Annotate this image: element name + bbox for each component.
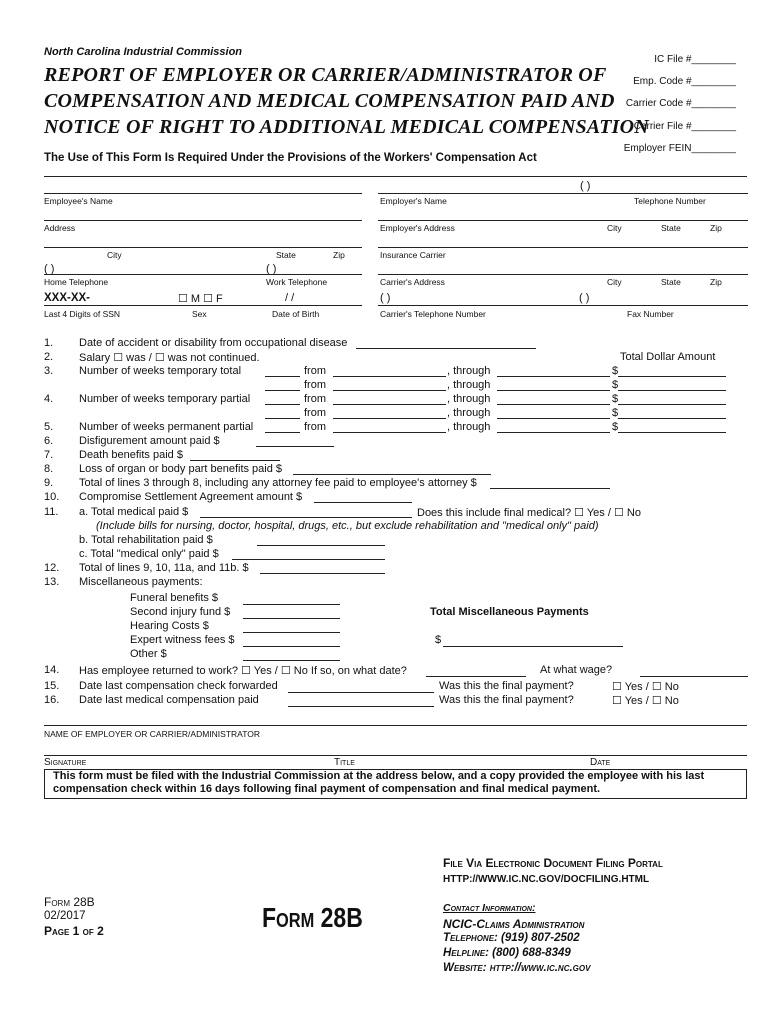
form-title-line-3: NOTICE OF RIGHT TO ADDITIONAL MEDICAL COMPENSATION xyxy=(44,116,649,138)
item-8-label: Loss of organ or body part benefits paid $ xyxy=(79,463,283,475)
wage-input[interactable] xyxy=(640,676,748,677)
carrier-state-label: State xyxy=(661,277,681,287)
amount-input[interactable] xyxy=(618,390,726,391)
home-telephone-label: Home Telephone xyxy=(44,277,109,287)
item-4-label: Number of weeks temporary partial xyxy=(79,393,251,405)
work-phone-area: ( ) xyxy=(266,263,277,275)
signature-label: Signature xyxy=(44,757,87,768)
through-label: , through xyxy=(447,407,491,419)
employee-name-label: Employee's Name xyxy=(44,196,113,206)
from-date-input[interactable] xyxy=(333,404,446,405)
through-label: , through xyxy=(447,421,491,433)
portal-url-link[interactable]: HTTP://WWW.IC.NC.GOV/DOCFILING.HTML xyxy=(443,874,650,885)
item-11c-label: c. Total "medical only" paid $ xyxy=(79,548,219,560)
item-6-label: Disfigurement amount paid $ xyxy=(79,435,220,447)
city-state-zip-input[interactable] xyxy=(44,247,362,248)
carrier-address-label: Carrier's Address xyxy=(380,277,445,287)
rehab-paid-input[interactable] xyxy=(257,545,385,546)
from-label: from xyxy=(304,393,326,405)
total-dollar-heading: Total Dollar Amount xyxy=(620,351,716,363)
dob-label: Date of Birth xyxy=(272,309,320,319)
total-misc-heading: Total Miscellaneous Payments xyxy=(430,606,589,618)
employer-zip-label: Zip xyxy=(710,223,722,233)
ssn-value[interactable]: XXX-XX- xyxy=(44,292,91,304)
weeks-input[interactable] xyxy=(265,404,300,405)
work-telephone-label: Work Telephone xyxy=(266,277,328,287)
address-label: Address xyxy=(44,223,76,233)
through-date-input[interactable] xyxy=(497,404,610,405)
employer-phone-area: ( ) xyxy=(580,180,591,192)
item-2-salary-continued[interactable]: Salary ☐ was / ☐ was not continued. xyxy=(79,352,260,364)
employer-fein-field[interactable]: Employer FEIN________ xyxy=(623,143,736,154)
item-number: 9. xyxy=(44,477,54,489)
employer-carrier-name-label: NAME OF EMPLOYER OR CARRIER/ADMINISTRATOR xyxy=(44,729,260,739)
form-id: Form 28B xyxy=(44,895,95,909)
title-label: Title xyxy=(334,757,355,768)
carrier-code-field[interactable]: Carrier Code #________ xyxy=(625,98,736,109)
expert-fees-label: Expert witness fees $ xyxy=(130,634,235,646)
from-label: from xyxy=(304,365,326,377)
form-revision: 02/2017 xyxy=(44,910,86,922)
through-label: , through xyxy=(447,365,491,377)
last4-ssn-label: Last 4 Digits of SSN xyxy=(44,309,121,319)
final-medical-question[interactable]: Does this include final medical? ☐ Yes / ☐ No xyxy=(417,507,641,519)
disfigurement-input[interactable] xyxy=(256,446,334,447)
contact-heading: Contact Information: xyxy=(443,902,536,914)
through-date-input[interactable] xyxy=(497,432,610,433)
file-via-heading: File Via Electronic Document Filing Portal xyxy=(443,856,663,870)
contact-telephone: Telephone: (919) 807-2502 xyxy=(443,932,580,944)
from-date-input[interactable] xyxy=(333,376,446,377)
form-subtitle: The Use of This Form Is Required Under the Provisions of the Workers' Compensation Act xyxy=(44,152,537,164)
address-input[interactable] xyxy=(44,220,362,221)
through-date-input[interactable] xyxy=(497,376,610,377)
item-13-label: Miscellaneous payments: xyxy=(79,576,203,588)
item-11-note: (Include bills for nursing, doctor, hospital, drugs, etc., but exclude rehabilitation and "medical only" paid) xyxy=(96,520,599,532)
contact-org: NCIC-Claims Administration xyxy=(443,917,585,931)
zip-label: Zip xyxy=(333,250,345,260)
item-number: 3. xyxy=(44,365,54,377)
dollar-sign: $ xyxy=(612,379,619,391)
item-number: 4. xyxy=(44,393,54,405)
employer-address-label: Employer's Address xyxy=(380,223,455,233)
final-payment-yes-no[interactable]: ☐ Yes / ☐ No xyxy=(612,681,679,693)
item-number: 8. xyxy=(44,463,54,475)
dob-input[interactable]: / / xyxy=(285,292,295,304)
item-10-label: Compromise Settlement Agreement amount $ xyxy=(79,491,303,503)
dollar-sign: $ xyxy=(612,421,619,433)
ssn-sex-dob-line xyxy=(44,305,362,306)
dollar-sign: $ xyxy=(612,407,619,419)
from-label: from xyxy=(304,379,326,391)
weeks-input[interactable] xyxy=(265,418,300,419)
item-number: 1. xyxy=(44,337,54,349)
expert-fees-input[interactable] xyxy=(243,646,340,647)
from-date-input[interactable] xyxy=(333,418,446,419)
other-misc-input[interactable] xyxy=(243,660,340,661)
amount-input[interactable] xyxy=(618,404,726,405)
item-1-label: Date of accident or disability from occupational disease xyxy=(79,337,348,349)
emp-code-field[interactable]: Emp. Code #________ xyxy=(633,76,736,87)
item-12-label: Total of lines 9, 10, 11a, and 11b. $ xyxy=(79,562,249,574)
sex-checkboxes[interactable]: ☐ M ☐ F xyxy=(178,293,223,305)
item-number: 13. xyxy=(44,576,60,588)
amount-input[interactable] xyxy=(618,418,726,419)
contact-helpline: Helpline: (800) 688-8349 xyxy=(443,947,571,959)
page-number: Page 1 of 2 xyxy=(44,924,104,938)
employer-name-input[interactable] xyxy=(378,193,748,194)
item-number: 16. xyxy=(44,694,60,706)
item-14-label[interactable]: Has employee returned to work? ☐ Yes / ☐ No If so, on what date? xyxy=(79,665,407,677)
hearing-costs-input[interactable] xyxy=(243,632,340,633)
item-15-label: Date last compensation check forwarded xyxy=(79,680,278,692)
final-payment-yes-no[interactable]: ☐ Yes / ☐ No xyxy=(612,695,679,707)
insurance-carrier-input[interactable] xyxy=(378,247,748,248)
item-number: 2. xyxy=(44,351,54,363)
item-number: 11. xyxy=(44,506,59,518)
amount-input[interactable] xyxy=(618,376,726,377)
employer-carrier-name-input[interactable] xyxy=(44,725,747,726)
dollar-sign: $ xyxy=(435,634,442,646)
carrier-phone-area: ( ) xyxy=(380,292,391,304)
signature-input[interactable] xyxy=(44,755,747,756)
funeral-benefits-input[interactable] xyxy=(243,604,340,605)
through-label: , through xyxy=(447,379,491,391)
item-5-label: Number of weeks permanent partial xyxy=(79,421,254,433)
form-title-line-2: COMPENSATION AND MEDICAL COMPENSATION PAID AND xyxy=(44,90,615,112)
item-number: 14. xyxy=(44,664,60,676)
form-title-line-1: REPORT OF EMPLOYER OR CARRIER/ADMINISTRATOR OF xyxy=(44,64,607,86)
final-payment-question: Was this the final payment? xyxy=(439,680,574,692)
last-comp-check-input[interactable] xyxy=(288,692,434,693)
item-9-label: Total of lines 3 through 8, including any attorney fee paid to employee's attorney $ xyxy=(79,477,477,489)
from-date-input[interactable] xyxy=(333,390,446,391)
item-11a-label: a. Total medical paid $ xyxy=(79,506,189,518)
item-number: 12. xyxy=(44,562,60,574)
dollar-sign: $ xyxy=(612,365,619,377)
home-work-phone-input[interactable] xyxy=(44,274,362,275)
telephone-number-label: Telephone Number xyxy=(634,196,706,206)
carrier-city-label: City xyxy=(607,277,622,287)
agency-name: North Carolina Industrial Commission xyxy=(44,46,243,58)
total-3-8-input[interactable] xyxy=(490,488,610,489)
accident-date-input[interactable] xyxy=(356,348,536,349)
contact-website[interactable]: Website: http://www.ic.nc.gov xyxy=(443,962,591,974)
total-medical-input[interactable] xyxy=(200,517,412,518)
hearing-costs-label: Hearing Costs $ xyxy=(130,620,209,632)
settlement-input[interactable] xyxy=(314,502,412,503)
item-11b-label: b. Total rehabilitation paid $ xyxy=(79,534,213,546)
filing-notice: This form must be filed with the Industrial Commission at the address below, and a copy provided the employee with his last compensation check within 16 days following final payment of compensation and final medical payment. xyxy=(44,769,747,799)
item-number: 15. xyxy=(44,680,60,692)
ic-file-field[interactable]: IC File #________ xyxy=(654,54,736,65)
carrier-phone-fax-line xyxy=(378,305,748,306)
date-label: Date xyxy=(590,757,611,768)
weeks-input[interactable] xyxy=(265,390,300,391)
state-label: State xyxy=(276,250,296,260)
from-date-input[interactable] xyxy=(333,432,446,433)
employer-address-input[interactable] xyxy=(378,220,748,221)
amount-input[interactable] xyxy=(618,432,726,433)
employer-name-label: Employer's Name xyxy=(380,196,447,206)
from-label: from xyxy=(304,421,326,433)
item-number: 10. xyxy=(44,491,60,503)
weeks-input[interactable] xyxy=(265,376,300,377)
second-injury-label: Second injury fund $ xyxy=(130,606,231,618)
final-payment-question: Was this the final payment? xyxy=(439,694,574,706)
medical-only-input[interactable] xyxy=(232,559,385,560)
wage-label: At what wage? xyxy=(540,664,613,676)
through-date-input[interactable] xyxy=(497,418,610,419)
item-3-label: Number of weeks temporary total xyxy=(79,365,242,377)
from-label: from xyxy=(304,407,326,419)
carrier-zip-label: Zip xyxy=(710,277,722,287)
total-9-11-input[interactable] xyxy=(260,573,385,574)
item-number: 6. xyxy=(44,435,54,447)
second-injury-input[interactable] xyxy=(243,618,340,619)
insurance-carrier-label: Insurance Carrier xyxy=(380,250,446,260)
employer-city-label: City xyxy=(607,223,622,233)
section-divider xyxy=(44,176,747,177)
death-benefits-input[interactable] xyxy=(190,460,280,461)
weeks-input[interactable] xyxy=(265,432,300,433)
total-misc-input[interactable] xyxy=(443,646,623,647)
item-number: 5. xyxy=(44,421,54,433)
carrier-telephone-label: Carrier's Telephone Number xyxy=(380,309,486,319)
home-phone-area: ( ) xyxy=(44,263,55,275)
organ-loss-input[interactable] xyxy=(293,474,491,475)
last-medical-paid-input[interactable] xyxy=(288,706,434,707)
employee-name-input[interactable] xyxy=(44,193,362,194)
city-label: City xyxy=(107,250,122,260)
through-date-input[interactable] xyxy=(497,390,610,391)
through-label: , through xyxy=(447,393,491,405)
other-label: Other $ xyxy=(130,648,167,660)
employer-state-label: State xyxy=(661,223,681,233)
form-28b-large: Form 28B xyxy=(262,902,363,933)
item-16-label: Date last medical compensation paid xyxy=(79,694,259,706)
dollar-sign: $ xyxy=(612,393,619,405)
item-number: 7. xyxy=(44,449,54,461)
item-7-label: Death benefits paid $ xyxy=(79,449,183,461)
sex-label: Sex xyxy=(192,309,207,319)
fax-number-label: Fax Number xyxy=(627,309,674,319)
funeral-benefits-label: Funeral benefits $ xyxy=(130,592,219,604)
fax-area: ( ) xyxy=(579,292,590,304)
return-date-input[interactable] xyxy=(426,676,526,677)
carrier-address-input[interactable] xyxy=(378,274,748,275)
carrier-file-field[interactable]: Carrier File #________ xyxy=(633,121,736,132)
